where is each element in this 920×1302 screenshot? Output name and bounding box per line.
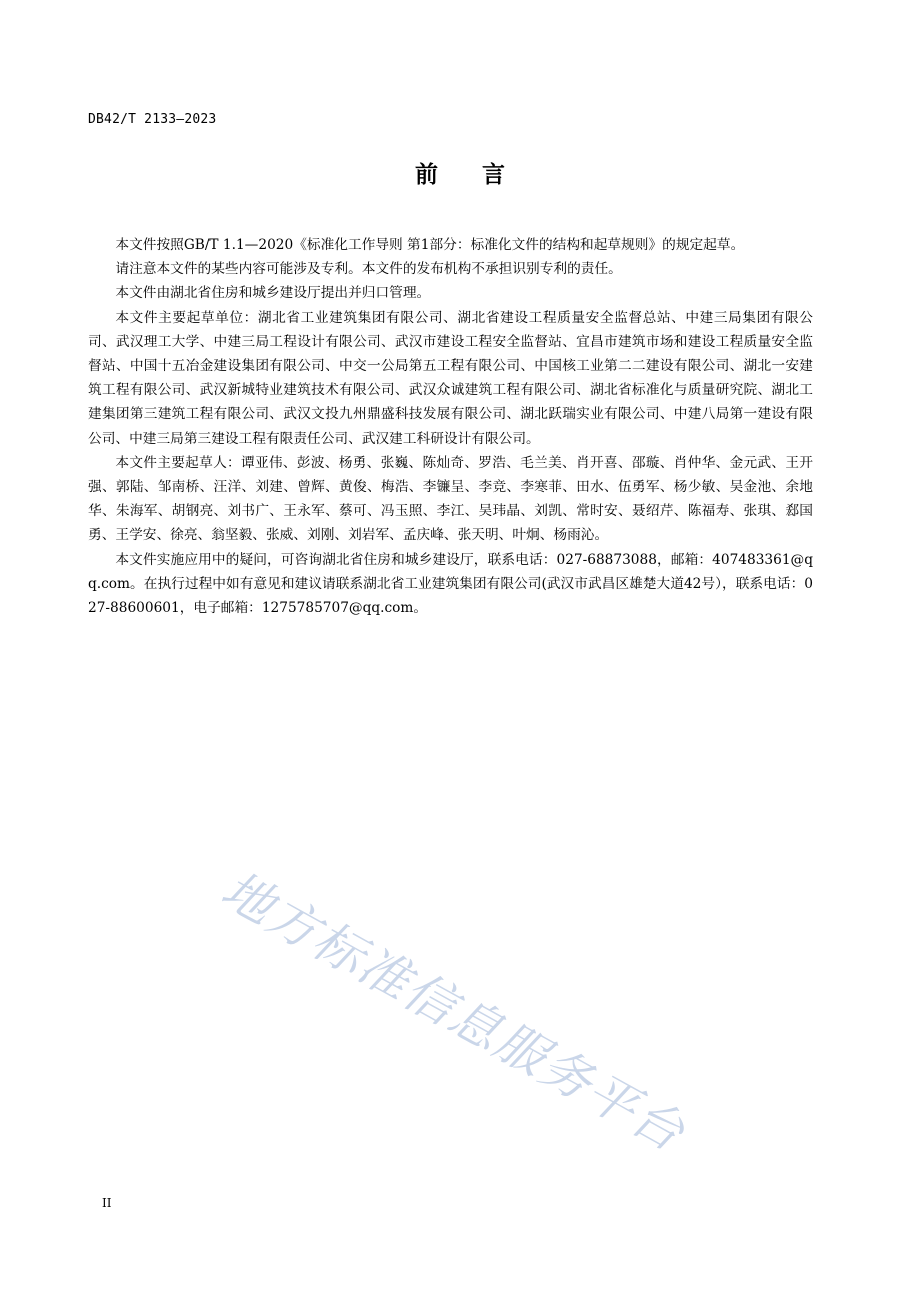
paragraph-drafting-units: 本文件主要起草单位：湖北省工业建筑集团有限公司、湖北省建设工程质量安全监督总站、中建三局集团有限公司、武汉理工大学、中建三局工程设计有限公司、武汉市建设工程安全监督站、宜昌市建筑市场和建设工程质量安全监督站、中国十五冶金建设集团有限公司、中交一公局第五工程有限公司、中国核工业第二二建设有限公司、湖北一安建筑工程有限公司、武汉新城特业建筑技术有限公司、武汉众诚建筑工程有限公司、湖北省标准化与质量研究院、湖北工建集团第三建筑工程有限公司、武汉文投九州鼎盛科技发展有限公司、湖北跃瑞实业有限公司、中建八局第一建设有限公司、中建三局第三建设工程有限责任公司、武汉建工科研设计有限公司。 [88, 309, 813, 447]
paragraph-patent-notice: 请注意本文件的某些内容可能涉及专利。本文件的发布机构不承担识别专利的责任。 [115, 261, 622, 278]
foreword-body [88, 233, 813, 620]
paragraph-drafting-rules: 本文件按照GB/T 1.1—2020《标准化工作导则 第1部分：标准化文件的结构和起草规则》的规定起草。 [115, 237, 745, 253]
watermark: 地方标准信息服务平台 [212, 860, 695, 1163]
document-code: DB42/T 2133—2023 [88, 112, 217, 127]
paragraph-proposer: 本文件由湖北省住房和城乡建设厅提出并归口管理。 [115, 285, 431, 302]
paragraph-contact: 本文件实施应用中的疑问，可咨询湖北省住房和城乡建设厅，联系电话：027-68873088，邮箱：407483361@qq.com。在执行过程中如有意见和建议请联系湖北省工业建筑集团有限公司(武汉市武昌区雄楚大道42号），联系电话：027-88600601，电子邮箱：1275785707@qq.com。 [88, 551, 813, 617]
paragraph-drafters: 本文件主要起草人：谭亚伟、彭波、杨勇、张巍、陈灿奇、罗浩、毛兰美、肖开喜、邵璇、肖仲华、金元武、王开强、郭陆、邹南桥、汪洋、刘建、曾辉、黄俊、梅浩、李镰呈、李竞、李寒菲、田水、伍勇军、杨少敏、吴金池、余地华、朱海军、胡钢亮、刘书广、王永军、蔡可、冯玉照、李江、吴玮晶、刘凯、常时安、聂绍芹、陈福寿、张琪、郄国勇、王学安、徐亮、翁坚毅、张威、刘刚、刘岩军、孟庆峰、张天明、叶炯、杨雨沁。 [88, 454, 813, 544]
page-title: 前言 [415, 162, 549, 188]
page-number: II [102, 1196, 112, 1210]
